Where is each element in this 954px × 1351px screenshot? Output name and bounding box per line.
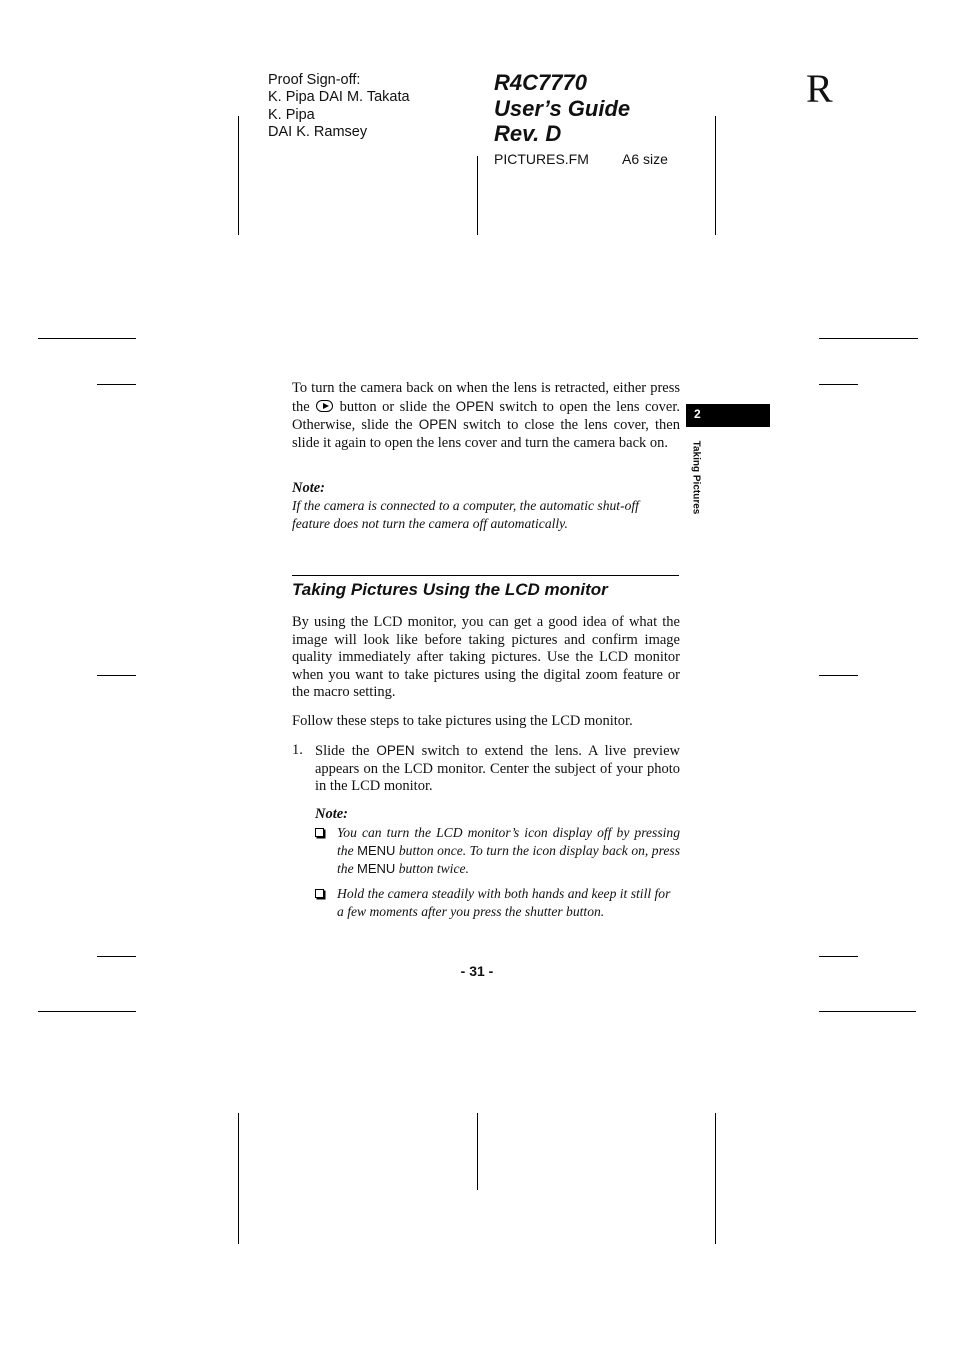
- chapter-number: 2: [694, 407, 701, 421]
- title-line: Rev. D: [494, 121, 562, 146]
- signoff-line: DAI K. Ramsey: [268, 123, 368, 140]
- text-run: You can turn the LCD monitor’s icon display off by pressing the: [337, 825, 680, 858]
- crop-mark: [97, 675, 136, 676]
- play-button-icon: [316, 400, 333, 412]
- open-switch-label: OPEN: [376, 743, 415, 758]
- crop-mark: [715, 1113, 716, 1244]
- text-run: button or slide the: [334, 398, 456, 415]
- file-name: PICTURES.FM: [494, 151, 589, 167]
- bullet-text: Hold the camera steadily with both hands and keep it still for a few moments after you press the shutter button.: [337, 886, 671, 919]
- crop-mark: [97, 956, 136, 957]
- crop-mark: [715, 116, 716, 235]
- bullet-text: [337, 824, 680, 877]
- signoff-line: Proof Sign-off:: [268, 72, 361, 88]
- crop-mark: [97, 384, 136, 385]
- text-run: To turn the camera back on when the lens is retracted, either press the: [292, 380, 680, 415]
- signoff-line: K. Pipa DAI M. Takata: [268, 89, 410, 106]
- crop-mark: [238, 1113, 239, 1244]
- open-switch-label: OPEN: [418, 417, 457, 433]
- crop-mark: [477, 156, 478, 235]
- crop-mark: [238, 116, 239, 235]
- page-size-label: A6 size: [622, 151, 668, 167]
- right-page-mark: R: [806, 66, 833, 111]
- text-run: button once. To turn the icon display back on, press the: [337, 842, 680, 876]
- text-run: switch to open the lens cover. Otherwise, slide the: [292, 398, 680, 434]
- checkbox-bullet-icon: [315, 828, 324, 837]
- proof-signoff: [268, 72, 410, 141]
- text-run: switch to close the lens cover, then slide it again to open the lens cover and turn the camera back on.: [292, 417, 680, 451]
- crop-mark: [819, 956, 858, 957]
- text-run: button twice.: [395, 860, 469, 876]
- open-switch-label: OPEN: [455, 398, 494, 414]
- step-number: 1.: [292, 742, 303, 758]
- crop-mark: [38, 338, 136, 339]
- document-title: [494, 70, 630, 147]
- note-label: Note:: [315, 806, 349, 822]
- crop-mark: [819, 384, 858, 385]
- crop-mark: [38, 1011, 136, 1012]
- text-run: Slide the: [315, 743, 377, 759]
- menu-button-label: MENU: [357, 860, 396, 876]
- title-line: User’s Guide: [494, 95, 631, 121]
- note-label: Note:: [292, 480, 326, 496]
- section-heading: Taking Pictures Using the LCD monitor: [292, 575, 679, 600]
- section-paragraph: By using the LCD monitor, you can get a good idea of what the image will look like before taking pictures and confirm image quality immediately after taking pictures. Use the LCD monitor when you want to take pictures using the digital zoom feature or the macro setting.: [292, 614, 680, 701]
- chapter-tab: [686, 404, 770, 427]
- checkbox-bullet-icon: [315, 889, 324, 898]
- text-run: switch to extend the lens. A live preview appears on the LCD monitor. Center the subject of your photo in the LCD monitor.: [315, 743, 680, 795]
- page-number: - 31 -: [460, 963, 494, 979]
- step-text: [315, 742, 680, 796]
- section-paragraph: Follow these steps to take pictures using the LCD monitor.: [292, 713, 633, 729]
- crop-mark: [477, 1113, 478, 1190]
- title-line: R4C7770: [494, 70, 587, 95]
- menu-button-label: MENU: [357, 842, 396, 858]
- crop-mark: [819, 675, 858, 676]
- chapter-side-label: Taking Pictures: [690, 440, 702, 515]
- intro-paragraph: [292, 380, 680, 452]
- note-text: If the camera is connected to a computer, the automatic shut-off feature does not turn the camera off automatically.: [292, 498, 639, 531]
- crop-mark: [819, 1011, 916, 1012]
- signoff-line: K. Pipa: [268, 106, 315, 123]
- crop-mark: [819, 338, 918, 339]
